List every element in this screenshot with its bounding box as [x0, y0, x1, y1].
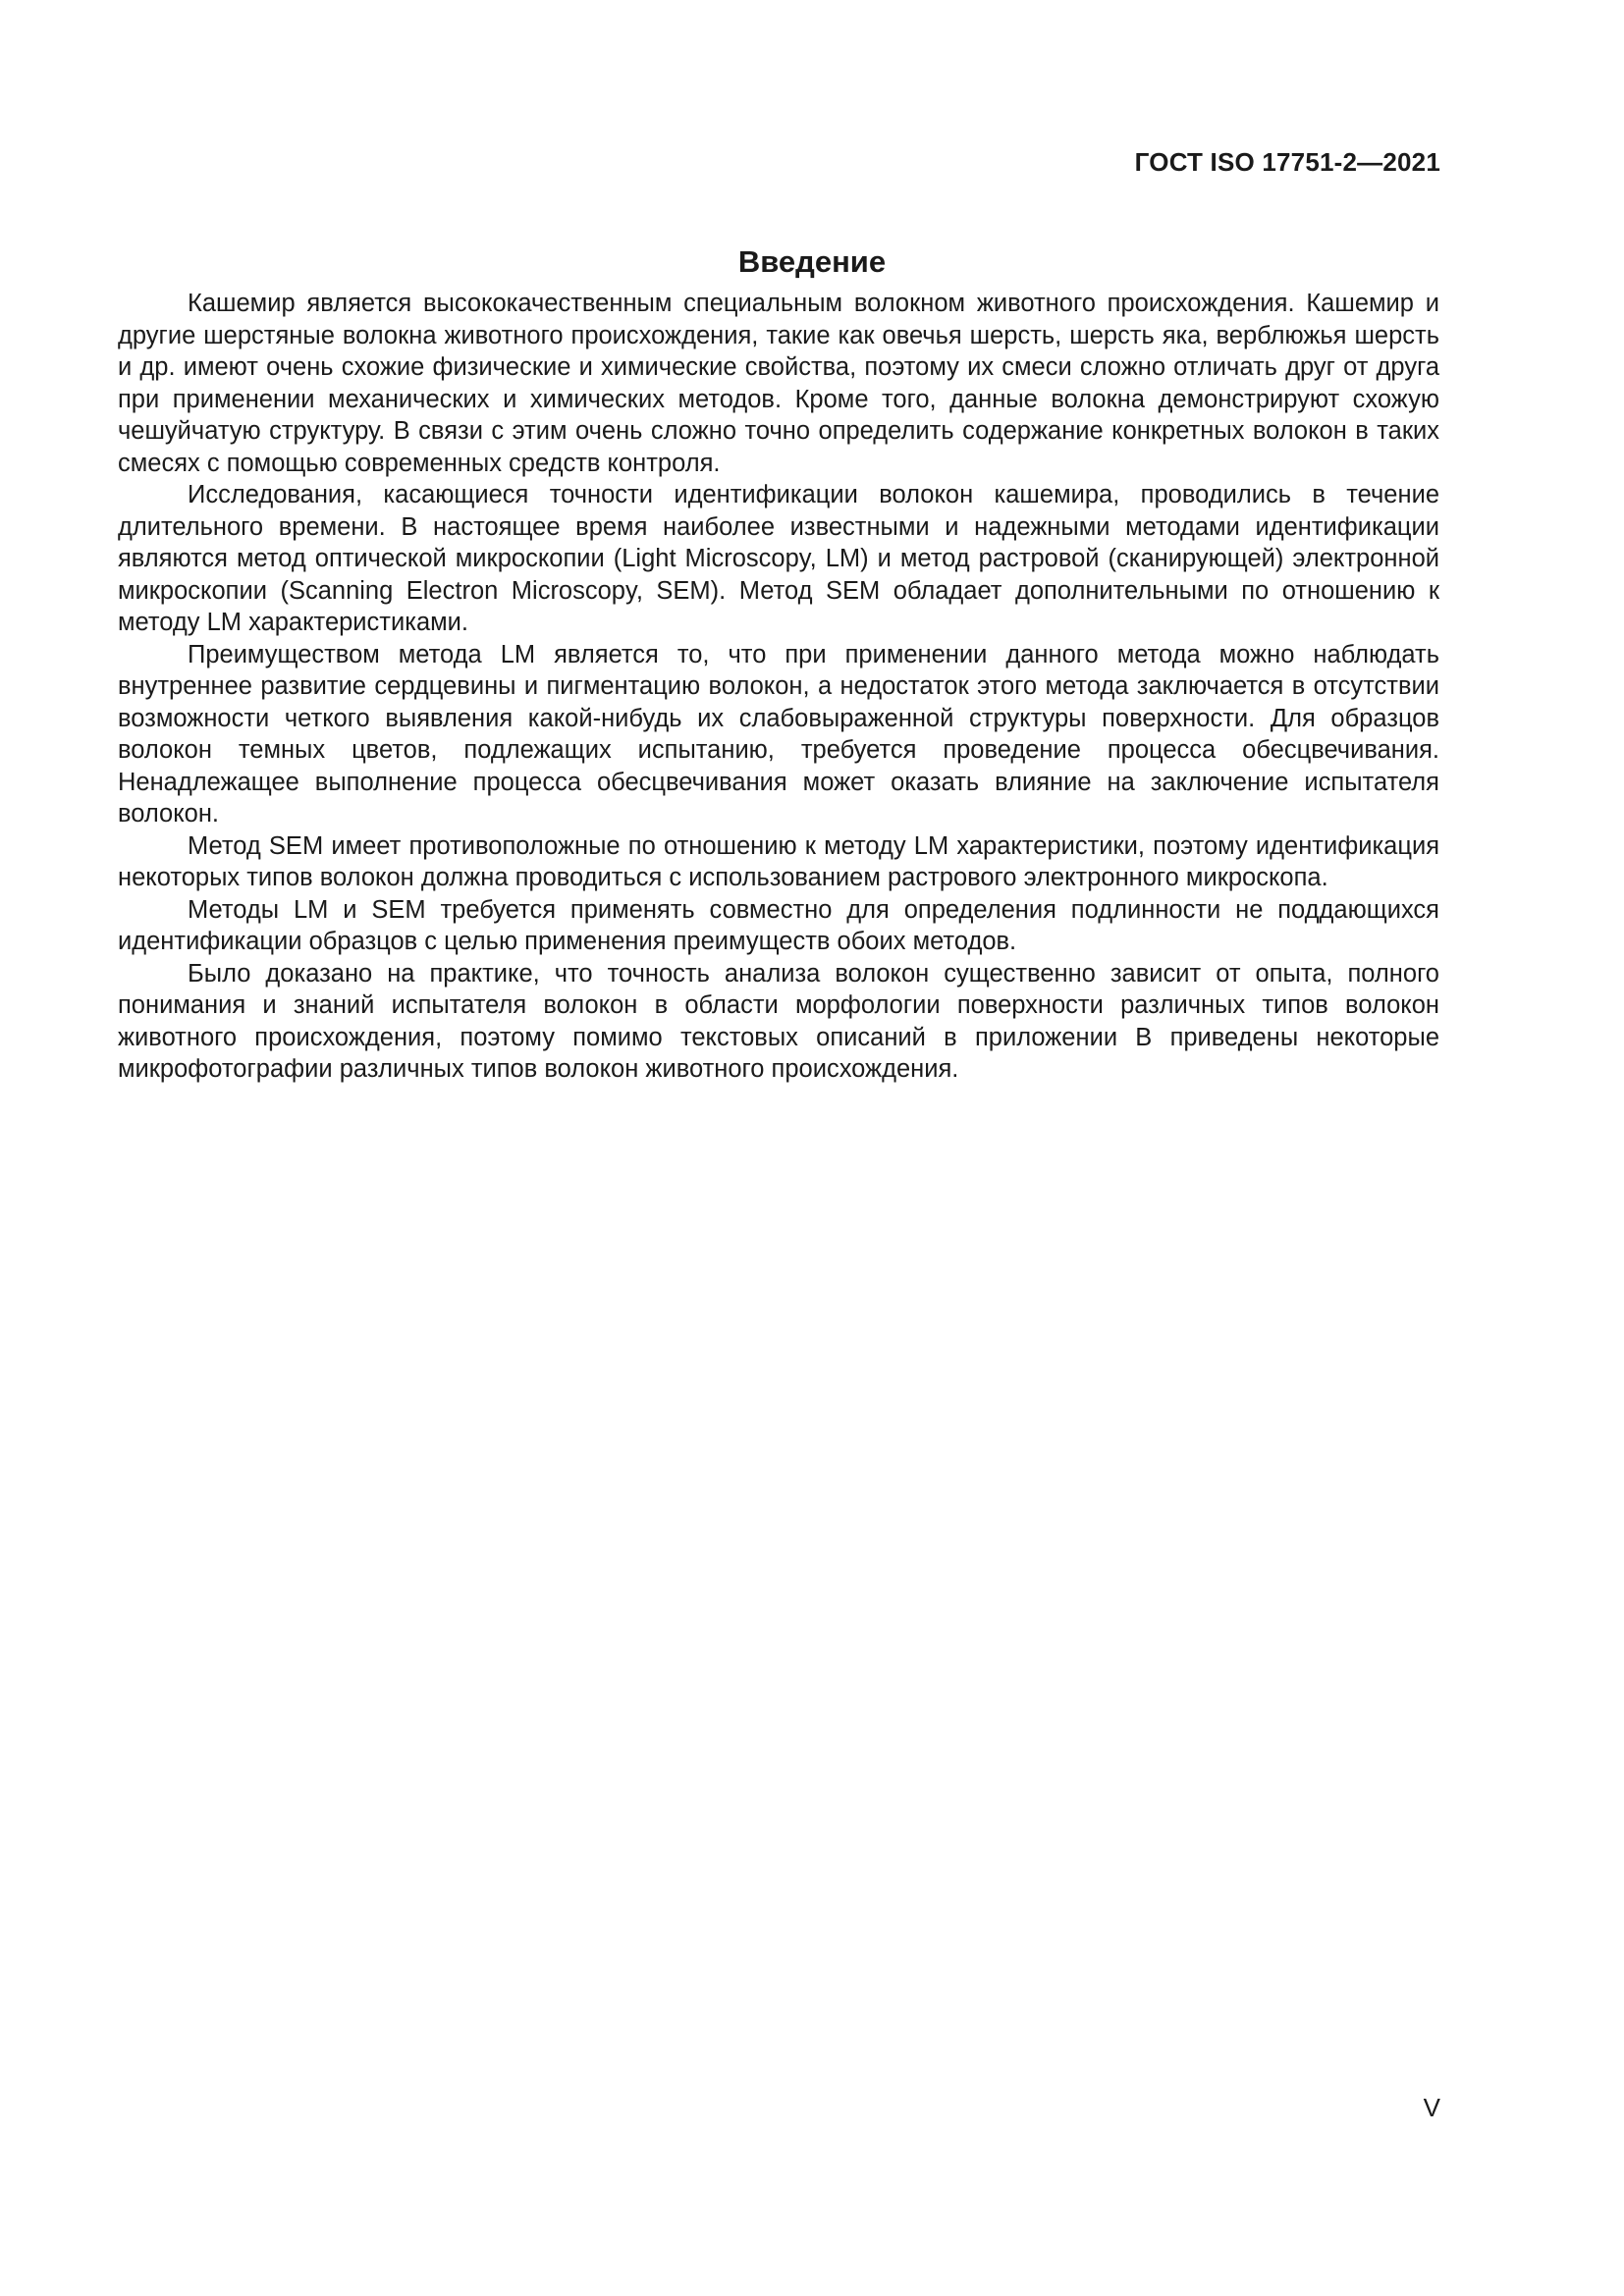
body-text [118, 288, 1439, 1086]
paragraph: Методы LM и SEM требуется применять совместно для определения подлинности не поддающихся идентификации образцов с целью применения преимуществ обоих методов. [118, 895, 1439, 955]
section-title: Введение [737, 243, 887, 279]
paragraph: Исследования, касающиеся точности идентификации волокон кашемира, проводились в течение длительного времени. В настоящее время наиболее известными и надежными методами идентификации являются метод оптической микроскопии (Light Microscopy, LM) и метод растровой (сканирующей) электронной микроскопии (Scanning Electron Microscopy, SEM). Метод SEM обладает дополнительными по отношению к методу LM характеристиками. [118, 481, 1439, 636]
paragraph: Кашемир является высококачественным специальным волокном животного происхождения. Кашемир и другие шерстяные волокна животного происхождения, такие как овечья шерсть, шерсть яка, верблюжья шерсть и др. имеют очень схожие физические и химические свойства, поэтому их смеси сложно отличать друг от друга при применении механических и химических методов. Кроме того, данные волокна демонстрируют схожую чешуйчатую структуру. В связи с этим очень сложно точно определить содержание конкретных волокон в таких смесях с помощью современных средств контроля. [118, 290, 1439, 477]
page-number: V [1423, 2093, 1440, 2122]
paragraph: Преимуществом метода LM является то, что при применении данного метода можно наблюдать внутреннее развитие сердцевины и пигментацию волокон, а недостаток этого метода заключается в отсутствии возможности четкого выявления какой-нибудь их слабовыраженной структуры поверхности. Для образцов волокон темных цветов, подлежащих испытанию, требуется проведение процесса обесцвечивания. Ненадлежащее выполнение процесса обесцвечивания может оказать влияние на заключение испытателя волокон. [118, 640, 1439, 828]
document-code: ГОСТ ISO 17751-2—2021 [1134, 147, 1440, 177]
paragraph: Было доказано на практике, что точность анализа волокон существенно зависит от опыта, полного понимания и знаний испытателя волокон в области морфологии поверхности различных типов волокон животного происхождения, поэтому помимо текстовых описаний в приложении В приведены некоторые микрофотографии различных типов волокон животного происхождения. [118, 959, 1439, 1083]
paragraph: Метод SEM имеет противоположные по отношению к методу LM характеристики, поэтому идентификация некоторых типов волокон должна проводиться с использованием растрового электронного микроскопа. [118, 831, 1439, 891]
